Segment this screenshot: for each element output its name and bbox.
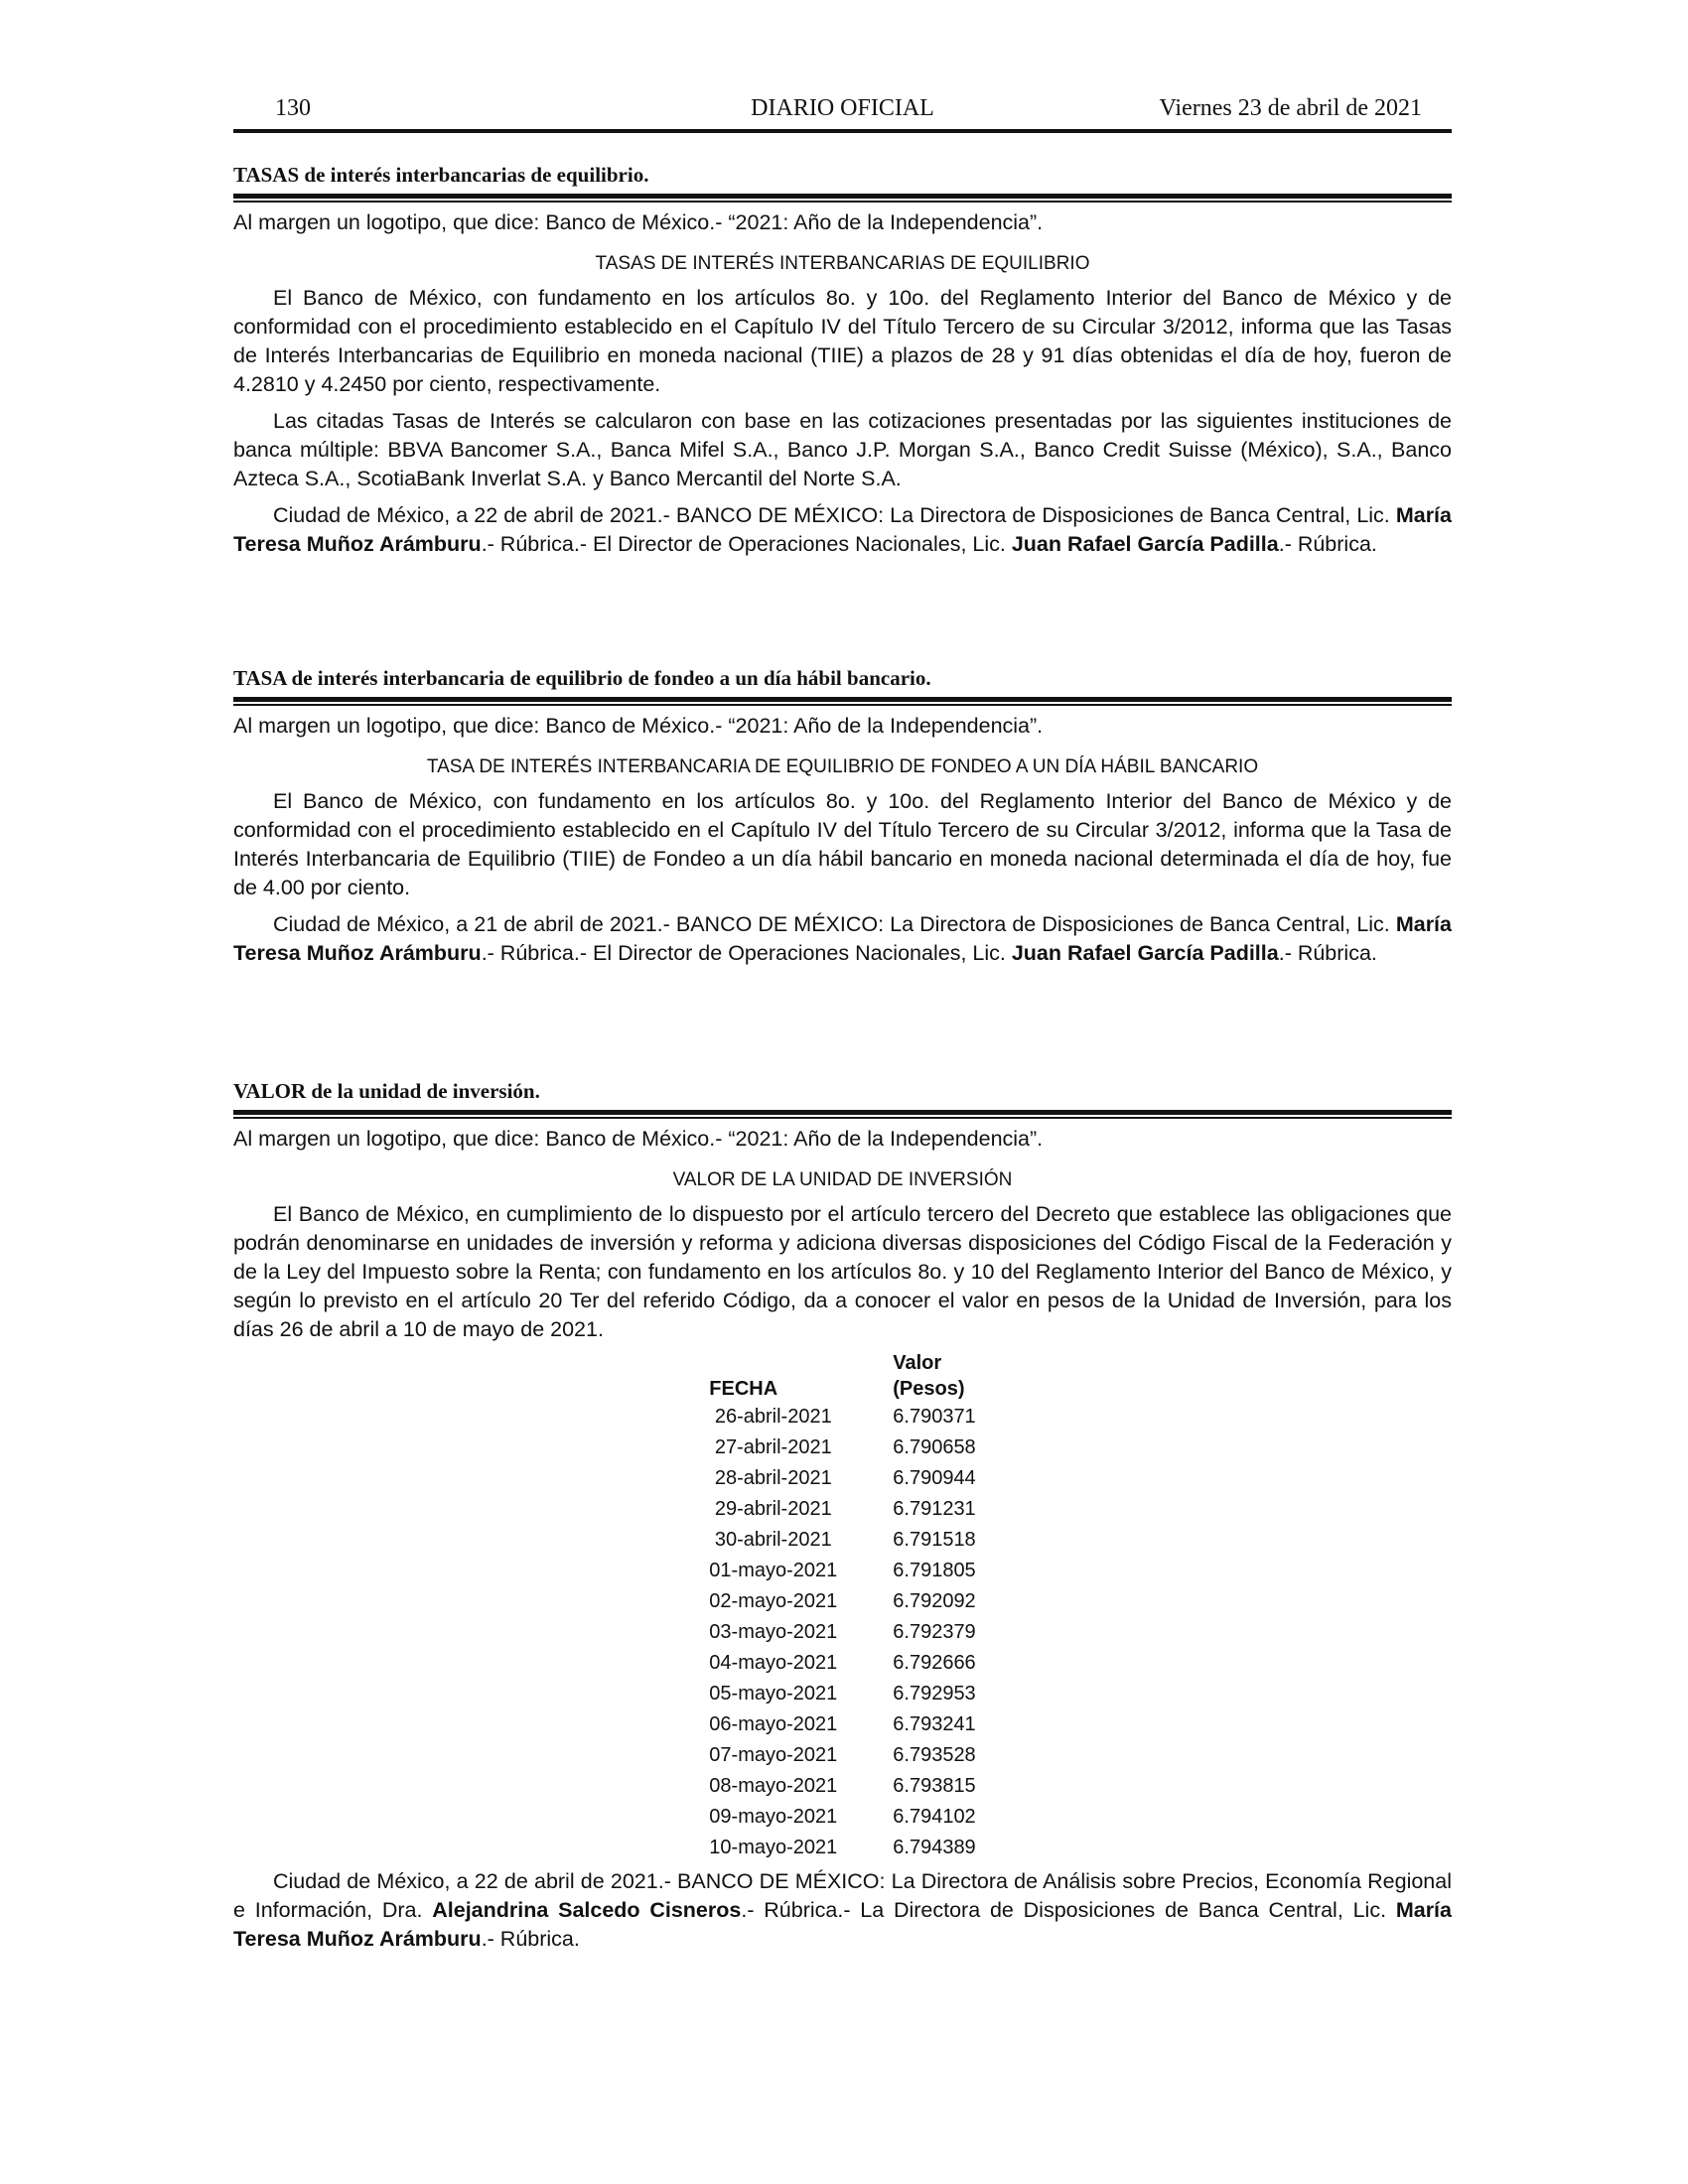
table-row (681, 1833, 1003, 1863)
table-row (681, 1709, 1003, 1740)
cell-valor: 6.793241 (893, 1713, 976, 1735)
table-row (681, 1771, 1003, 1802)
signature-text: Ciudad de México, a 22 de abril de 2021.- BANCO DE MÉXICO: La Directora de Disposiciones de Banca Central, Lic. (273, 503, 1396, 527)
signatory-name: María Teresa Muñoz Arámburu (233, 503, 1452, 556)
table-row (681, 1463, 1003, 1494)
table-row (681, 1679, 1003, 1709)
cell-valor: 6.793528 (893, 1744, 976, 1766)
section-heading: TASA DE INTERÉS INTERBANCARIA DE EQUILIBRIO DE FONDEO A UN DÍA HÁBIL BANCARIO (426, 756, 1259, 777)
signatory-name: María Teresa Muñoz Arámburu (233, 1898, 1452, 1951)
double-rule (233, 697, 1452, 706)
signature-text: Ciudad de México, a 21 de abril de 2021.- BANCO DE MÉXICO: La Directora de Disposiciones de Banca Central, Lic. (273, 912, 1396, 936)
cell-valor: 6.793815 (893, 1775, 976, 1797)
cell-valor: 6.794389 (893, 1837, 976, 1858)
publication-name: DIARIO OFICIAL (751, 95, 934, 121)
cell-fecha: 07-mayo-2021 (709, 1744, 838, 1766)
cell-valor: 6.790658 (893, 1436, 976, 1458)
table-row (681, 1617, 1003, 1648)
cell-fecha: 30-abril-2021 (714, 1529, 832, 1551)
section-title: VALOR de la unidad de inversión. (233, 1079, 540, 1103)
table-row (681, 1402, 1003, 1433)
column-header-line: (Pesos) (893, 1378, 965, 1400)
signature-text: .- Rúbrica.- El Director de Operaciones Nacionales, Lic. (481, 941, 1012, 965)
cell-valor: 6.794102 (893, 1806, 976, 1828)
cell-fecha: 06-mayo-2021 (709, 1713, 838, 1735)
cell-fecha: 10-mayo-2021 (709, 1837, 838, 1858)
paragraph: El Banco de México, en cumplimiento de lo dispuesto por el artículo tercero del Decreto que establece las obligaciones que podrán denominarse en unidades de inversión y reforma y adiciona diversas disposiciones del Código Fiscal de la Federación y de la Ley del Impuesto sobre la Renta; con fundamento en los artículos 8o. y 10 del Reglamento Interior del Banco de México, y según lo previsto en el artículo 20 Ter del referido Código, da a conocer el valor en pesos de la Unidad de Inversión, para los días 26 de abril a 10 de mayo de 2021. (233, 1202, 1452, 1341)
cell-fecha: 09-mayo-2021 (709, 1806, 838, 1828)
document-page (233, 95, 1452, 1962)
signature-text: .- Rúbrica. (481, 1927, 580, 1951)
signature-text: Ciudad de México, a 22 de abril de 2021.- BANCO DE MÉXICO: La Directora de Análisis sobre Precios, Economía Regional e Información, Dra. (233, 1869, 1452, 1922)
column-header-valor (865, 1350, 1003, 1402)
cell-fecha: 27-abril-2021 (714, 1436, 832, 1458)
signatory-name: Alejandrina Salcedo Cisneros (432, 1898, 742, 1922)
section-heading: TASAS DE INTERÉS INTERBANCARIAS DE EQUILIBRIO (595, 253, 1090, 274)
table-row (681, 1433, 1003, 1463)
cell-valor: 6.791805 (893, 1560, 976, 1581)
cell-fecha: 03-mayo-2021 (709, 1621, 838, 1643)
signature-paragraph (233, 910, 1452, 968)
cell-fecha: 01-mayo-2021 (709, 1560, 838, 1581)
section-title: TASA de interés interbancaria de equilibrio de fondeo a un día hábil bancario. (233, 666, 931, 690)
cell-fecha: 05-mayo-2021 (709, 1683, 838, 1705)
signature-text: .- Rúbrica. (1278, 941, 1377, 965)
column-header-line: Valor (893, 1352, 942, 1374)
cell-valor: 6.792666 (893, 1652, 976, 1674)
double-rule (233, 1110, 1452, 1119)
table-row (681, 1525, 1003, 1556)
running-header (233, 95, 1452, 133)
cell-valor: 6.790944 (893, 1467, 976, 1489)
table-row (681, 1802, 1003, 1833)
section-tasas-tiie (233, 163, 1452, 559)
cell-fecha: 08-mayo-2021 (709, 1775, 838, 1797)
margin-note: Al margen un logotipo, que dice: Banco de México.- “2021: Año de la Independencia”. (233, 210, 1044, 234)
signature-text: .- Rúbrica.- La Directora de Disposiciones de Banca Central, Lic. (741, 1898, 1396, 1922)
cell-fecha: 02-mayo-2021 (709, 1590, 838, 1612)
signature-text: .- Rúbrica. (1278, 532, 1377, 556)
table-header-row (681, 1350, 1003, 1402)
udi-value-table (681, 1350, 1003, 1863)
cell-fecha: 04-mayo-2021 (709, 1652, 838, 1674)
page-number: 130 (275, 95, 311, 121)
cell-valor: 6.791518 (893, 1529, 976, 1551)
paragraph: El Banco de México, con fundamento en los artículos 8o. y 10o. del Reglamento Interior del Banco de México y de conformidad con el procedimiento establecido en el Capítulo IV del Título Tercero de su Circular 3/2012, informa que la Tasa de Interés Interbancaria de Equilibrio (TIIE) de Fondeo a un día hábil bancario en moneda nacional determinada el día de hoy, fue de 4.00 por ciento. (233, 789, 1452, 899)
cell-valor: 6.790371 (893, 1406, 976, 1428)
table-row (681, 1556, 1003, 1586)
margin-note: Al margen un logotipo, que dice: Banco de México.- “2021: Año de la Independencia”. (233, 714, 1044, 738)
table-body (681, 1402, 1003, 1863)
signature-paragraph (233, 501, 1452, 559)
signatory-name: Juan Rafael García Padilla (1011, 532, 1279, 556)
paragraph: El Banco de México, con fundamento en los artículos 8o. y 10o. del Reglamento Interior del Banco de México y de conformidad con el procedimiento establecido en el Capítulo IV del Título Tercero de su Circular 3/2012, informa que las Tasas de Interés Interbancarias de Equilibrio en moneda nacional (TIIE) a plazos de 28 y 91 días obtenidas el día de hoy, fueron de 4.2810 y 4.2450 por ciento, respectivamente. (233, 286, 1452, 396)
signatory-name: Juan Rafael García Padilla (1011, 941, 1279, 965)
cell-fecha: 26-abril-2021 (714, 1406, 832, 1428)
section-title: TASAS de interés interbancarias de equilibrio. (233, 163, 649, 187)
cell-valor: 6.792953 (893, 1683, 976, 1705)
signature-text: .- Rúbrica.- El Director de Operaciones Nacionales, Lic. (481, 532, 1012, 556)
cell-valor: 6.791231 (893, 1498, 976, 1520)
table-row (681, 1648, 1003, 1679)
section-heading: VALOR DE LA UNIDAD DE INVERSIÓN (672, 1169, 1013, 1190)
signature-paragraph (233, 1867, 1452, 1954)
table-row (681, 1740, 1003, 1771)
signatory-name: María Teresa Muñoz Arámburu (233, 912, 1452, 965)
margin-note: Al margen un logotipo, que dice: Banco de México.- “2021: Año de la Independencia”. (233, 1127, 1044, 1151)
table-row (681, 1586, 1003, 1617)
cell-fecha: 28-abril-2021 (714, 1467, 832, 1489)
double-rule (233, 194, 1452, 203)
cell-valor: 6.792379 (893, 1621, 976, 1643)
cell-fecha: 29-abril-2021 (714, 1498, 832, 1520)
publication-date: Viernes 23 de abril de 2021 (1159, 95, 1422, 121)
column-header-fecha: FECHA (709, 1378, 778, 1400)
cell-valor: 6.792092 (893, 1590, 976, 1612)
section-tiie-fondeo (233, 666, 1452, 968)
paragraph: Las citadas Tasas de Interés se calcularon con base en las cotizaciones presentadas por las siguientes instituciones de banca múltiple: BBVA Bancomer S.A., Banca Mifel S.A., Banco J.P. Morgan S.A., Banco Credit Suisse (México), S.A., Banco Azteca S.A., ScotiaBank Inverlat S.A. y Banco Mercantil del Norte S.A. (233, 409, 1452, 490)
table-row (681, 1494, 1003, 1525)
section-unidad-inversion (233, 1079, 1452, 1954)
